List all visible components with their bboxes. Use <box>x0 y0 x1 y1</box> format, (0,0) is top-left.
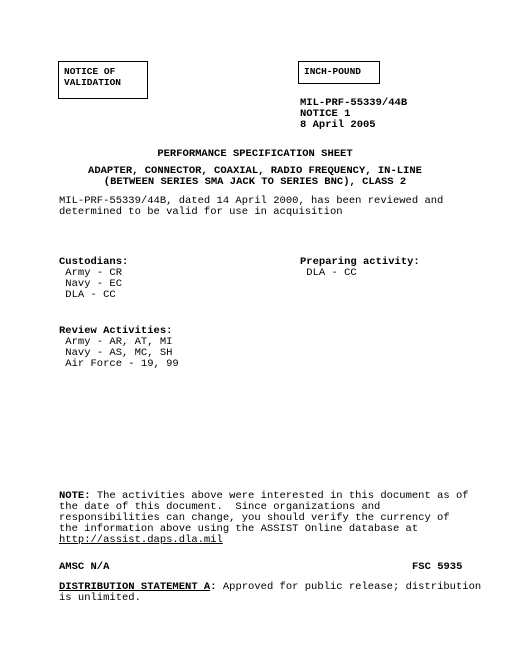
distribution-statement <box>59 582 481 604</box>
preparing-activity-section <box>300 257 420 279</box>
fsc-label: FSC 5935 <box>412 561 463 573</box>
custodian-item: Army - CR <box>59 267 123 279</box>
note-line: responsibilities can change, you should verify the currency of <box>59 512 450 524</box>
note-label: NOTE: <box>59 490 91 502</box>
assist-link[interactable]: http://assist.daps.dla.mil <box>59 534 223 546</box>
amsc-label: AMSC N/A <box>59 561 110 573</box>
inch-pound-label: INCH-POUND <box>304 66 362 77</box>
subject-line: (BETWEEN SERIES SMA JACK TO SERIES BNC), CLASS 2 <box>103 176 407 188</box>
notice-date: 8 April 2005 <box>300 119 376 131</box>
custodians-heading: Custodians: <box>59 256 129 268</box>
note-text: The activities above were interested in this document as of <box>90 490 469 502</box>
note-paragraph <box>59 491 469 546</box>
note-line <box>59 535 469 546</box>
distribution-text: Approved for public release; distribution <box>216 581 482 593</box>
validation-statement <box>59 196 443 218</box>
document-subject <box>0 166 510 188</box>
distribution-line: is unlimited. <box>59 592 141 604</box>
notice-box-line: VALIDATION <box>64 77 122 88</box>
inch-pound-box <box>298 61 380 84</box>
validation-line: determined to be valid for use in acquisition <box>59 206 343 218</box>
note-line: the date of this document. Since organizations and <box>59 501 381 513</box>
distribution-colon: : <box>210 581 217 593</box>
preparing-heading: Preparing activity: <box>300 256 420 268</box>
note-line: the information above using the ASSIST Online database at <box>59 523 419 535</box>
review-item: Air Force - 19, 99 <box>59 358 179 370</box>
custodian-item: Navy - EC <box>59 278 123 290</box>
review-heading: Review Activities: <box>59 325 173 337</box>
notice-of-validation-box <box>58 61 148 99</box>
notice-number: NOTICE 1 <box>300 108 351 120</box>
review-item: Navy - AS, MC, SH <box>59 347 173 359</box>
document-identifier <box>300 98 407 131</box>
distribution-label: DISTRIBUTION STATEMENT A <box>59 581 211 593</box>
review-item: Army - AR, AT, MI <box>59 336 173 348</box>
review-activities-section <box>59 326 179 370</box>
custodian-item: DLA - CC <box>59 289 116 301</box>
notice-box-line: NOTICE OF <box>64 66 116 77</box>
custodians-section <box>59 257 128 301</box>
preparing-item: DLA - CC <box>300 267 357 279</box>
doc-number: MIL-PRF-55339/44B <box>300 97 408 109</box>
validation-line: MIL-PRF-55339/44B, dated 14 April 2000, has been reviewed and <box>59 195 444 207</box>
sheet-title: PERFORMANCE SPECIFICATION SHEET <box>157 148 353 160</box>
subject-line: ADAPTER, CONNECTOR, COAXIAL, RADIO FREQUENCY, IN-LINE <box>88 165 422 177</box>
